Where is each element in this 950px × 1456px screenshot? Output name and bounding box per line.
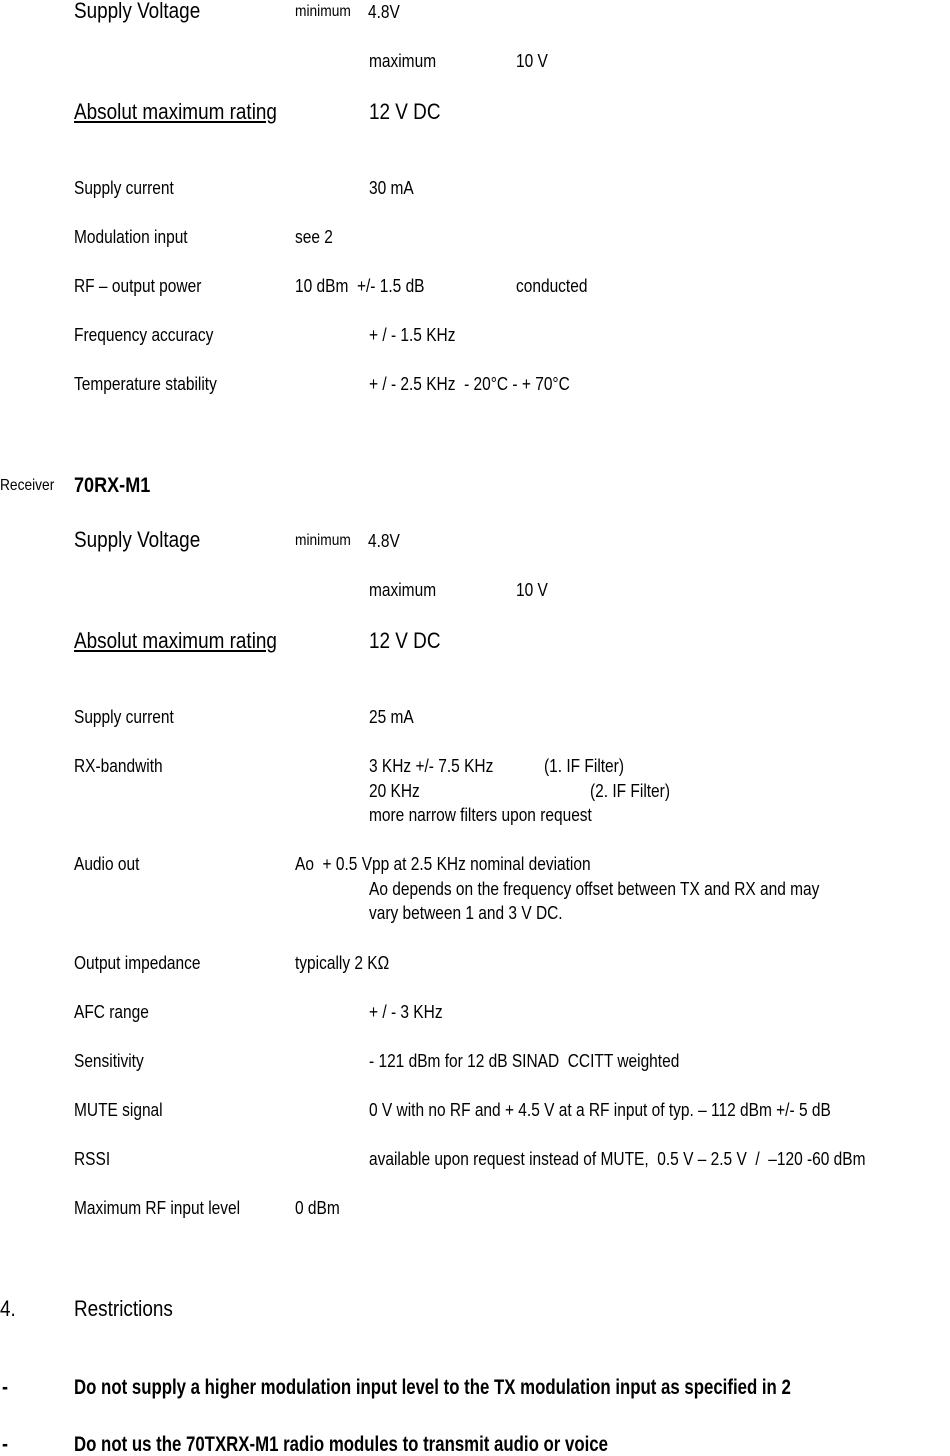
tx-supply-voltage-min-value: 4.8V bbox=[368, 2, 400, 22]
tx-abs-max-value: 12 V DC bbox=[369, 99, 441, 124]
tx-frequency-accuracy-value: + / - 1.5 KHz bbox=[369, 325, 456, 345]
restriction-item: Do not supply a higher modulation input level to the TX modulation input as specified in 2 bbox=[74, 1376, 791, 1399]
tx-supply-voltage-label: Supply Voltage bbox=[74, 0, 201, 23]
rx-audio-out-line3: vary between 1 and 3 V DC. bbox=[369, 903, 563, 923]
rx-mute-signal-label: MUTE signal bbox=[74, 1100, 163, 1120]
rx-audio-out-line2: Ao depends on the frequency offset between TX and RX and may bbox=[369, 879, 820, 899]
rx-supply-current-value: 25 mA bbox=[369, 707, 414, 727]
rx-bandwidth-line2-note: (2. IF Filter) bbox=[590, 781, 670, 801]
rx-bandwidth-line1-note: (1. IF Filter) bbox=[544, 756, 624, 776]
section-title: Restrictions bbox=[74, 1296, 173, 1321]
rx-afc-range-label: AFC range bbox=[74, 1002, 149, 1022]
tx-supply-voltage-min-label: minimum bbox=[295, 3, 351, 20]
tx-rf-output-power-label: RF – output power bbox=[74, 276, 202, 296]
receiver-label: Receiver bbox=[0, 477, 55, 494]
tx-temperature-stability-value: + / - 2.5 KHz - 20°C - + 70°C bbox=[369, 374, 570, 394]
tx-supply-voltage-max-value: 10 V bbox=[516, 51, 548, 71]
rx-supply-voltage-label: Supply Voltage bbox=[74, 527, 201, 552]
restriction-item: Do not us the 70TXRX-M1 radio modules to transmit audio or voice bbox=[74, 1433, 608, 1456]
rx-supply-voltage-max-value: 10 V bbox=[516, 580, 548, 600]
rx-output-impedance-value: typically 2 KΩ bbox=[295, 953, 390, 973]
rx-sensitivity-value: - 121 dBm for 12 dB SINAD CCITT weighted bbox=[369, 1051, 680, 1071]
restriction-bullet: - bbox=[2, 1376, 9, 1399]
rx-rssi-label: RSSI bbox=[74, 1149, 111, 1169]
rx-bandwidth-line1-value: 3 KHz +/- 7.5 KHz bbox=[369, 756, 494, 776]
rx-supply-current-label: Supply current bbox=[74, 707, 174, 727]
tx-supply-current-label: Supply current bbox=[74, 178, 174, 198]
tx-rf-output-power-value: 10 dBm +/- 1.5 dB bbox=[295, 276, 425, 296]
rx-rssi-value: available upon request instead of MUTE, 0.5 V – 2.5 V / –120 -60 dBm bbox=[369, 1149, 866, 1169]
rx-output-impedance-label: Output impedance bbox=[74, 953, 201, 973]
rx-supply-voltage-min-label: minimum bbox=[295, 532, 351, 549]
receiver-model: 70RX-M1 bbox=[74, 474, 151, 497]
rx-mute-signal-value: 0 V with no RF and + 4.5 V at a RF input of typ. – 112 dBm +/- 5 dB bbox=[369, 1100, 831, 1120]
rx-sensitivity-label: Sensitivity bbox=[74, 1051, 144, 1071]
tx-rf-output-power-note: conducted bbox=[516, 276, 588, 296]
tx-abs-max-label: Absolut maximum rating bbox=[74, 99, 277, 124]
rx-audio-out-line1: Ao + 0.5 Vpp at 2.5 KHz nominal deviation bbox=[295, 854, 591, 874]
tx-frequency-accuracy-label: Frequency accuracy bbox=[74, 325, 214, 345]
tx-temperature-stability-label: Temperature stability bbox=[74, 374, 217, 394]
rx-max-rf-input-label: Maximum RF input level bbox=[74, 1198, 241, 1218]
rx-bandwidth-label: RX-bandwith bbox=[74, 756, 163, 776]
rx-abs-max-label: Absolut maximum rating bbox=[74, 628, 277, 653]
section-number: 4. bbox=[0, 1296, 16, 1321]
rx-supply-voltage-min-value: 4.8V bbox=[368, 531, 400, 551]
tx-modulation-input-value: see 2 bbox=[295, 227, 333, 247]
tx-supply-voltage-max-label: maximum bbox=[369, 51, 437, 71]
rx-supply-voltage-max-label: maximum bbox=[369, 580, 437, 600]
rx-bandwidth-line2-value: 20 KHz bbox=[369, 781, 420, 801]
tx-supply-current-value: 30 mA bbox=[369, 178, 414, 198]
rx-abs-max-value: 12 V DC bbox=[369, 628, 441, 653]
rx-audio-out-label: Audio out bbox=[74, 854, 140, 874]
restriction-bullet: - bbox=[2, 1433, 9, 1456]
rx-max-rf-input-value: 0 dBm bbox=[295, 1198, 340, 1218]
rx-afc-range-value: + / - 3 KHz bbox=[369, 1002, 443, 1022]
rx-bandwidth-line3: more narrow filters upon request bbox=[369, 805, 592, 825]
tx-modulation-input-label: Modulation input bbox=[74, 227, 188, 247]
